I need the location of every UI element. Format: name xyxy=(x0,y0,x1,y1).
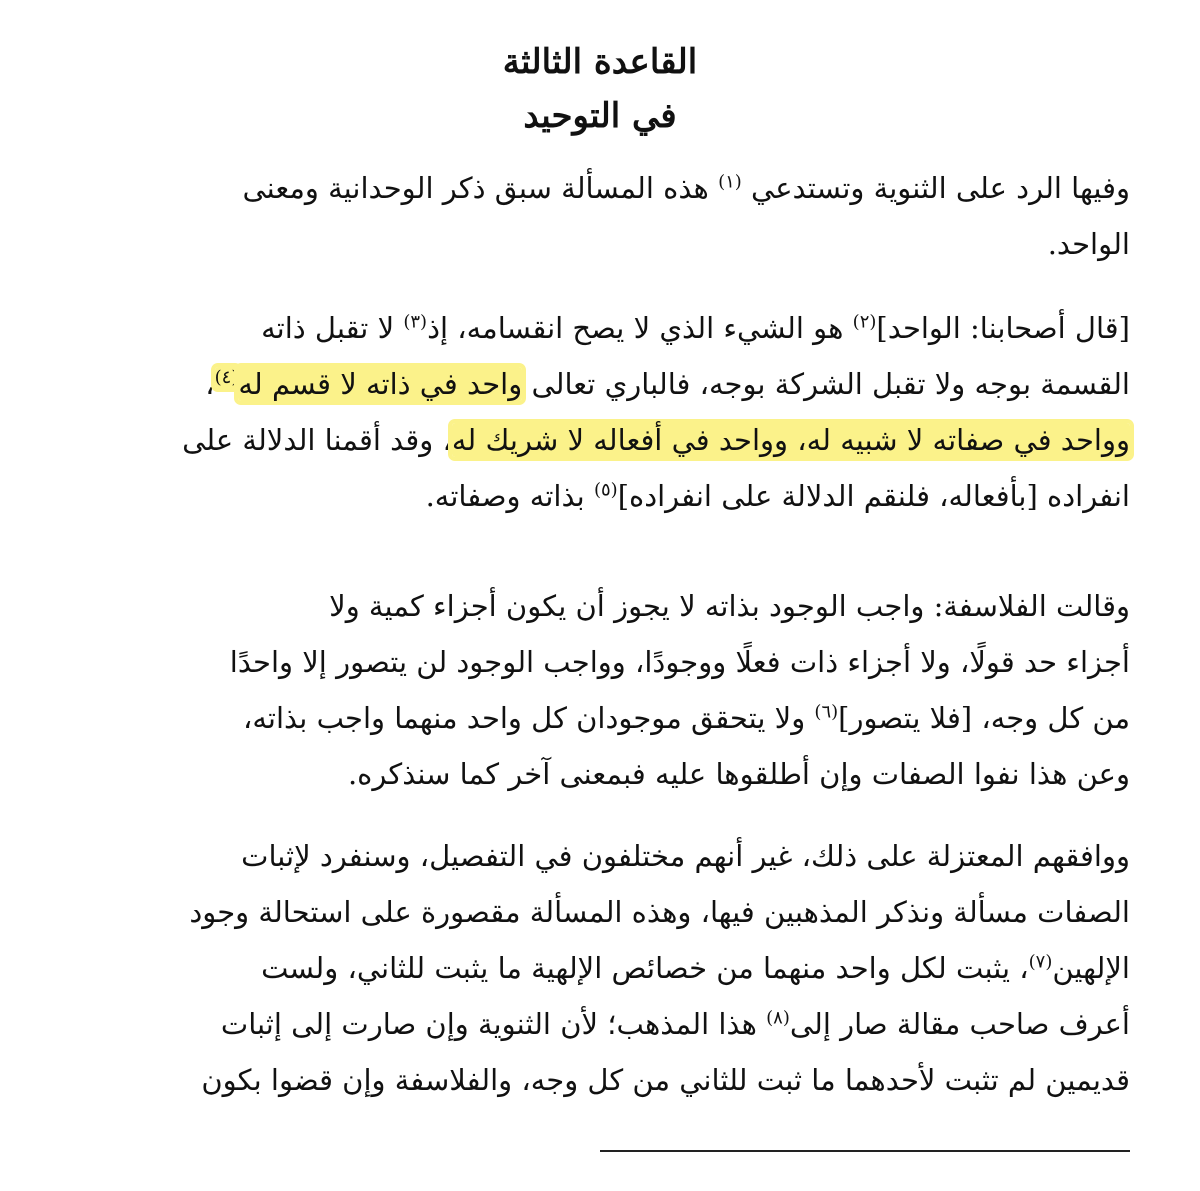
footnote-marker: (٨) xyxy=(766,1007,790,1029)
footnote-marker: (٥) xyxy=(593,479,618,501)
text-segment: الصفات مسألة ونذكر المذهبين فيها، وهذه المسألة مقصورة على استحالة وجود xyxy=(189,895,1130,929)
text-line xyxy=(58,1052,1130,1108)
text-segment: الإلهين xyxy=(1052,951,1130,985)
text-segment: وعن هذا نفوا الصفات وإن أطلقوها عليه فبمعنى آخر كما سنذكره. xyxy=(347,757,1130,791)
text-segment: أعرف صاحب مقالة صار إلى xyxy=(789,1007,1130,1041)
text-line xyxy=(58,884,1130,940)
text-line xyxy=(58,690,1130,746)
paragraph xyxy=(58,300,1130,524)
footnote-marker: (٢) xyxy=(852,311,877,333)
text-segment: وقالت الفلاسفة: واجب الوجود بذاته لا يجوز أن يكون أجزاء كمية ولا xyxy=(329,589,1130,623)
text-segment: الواحد. xyxy=(1047,227,1130,261)
chapter-subtitle: في التوحيد xyxy=(523,96,677,136)
text-line xyxy=(58,634,1130,690)
footnote-marker: (٦) xyxy=(814,701,839,723)
text-segment: هو الشيء الذي لا يصح انقسامه، إذ xyxy=(427,311,853,345)
text-line xyxy=(58,160,1130,216)
text-segment: ووافقهم المعتزلة على ذلك، غير أنهم مختلفون في التفصيل، وسنفرد لإثبات xyxy=(241,839,1130,873)
text-segment: ، وقد أقمنا الدلالة على xyxy=(182,423,452,457)
text-line xyxy=(58,578,1130,634)
text-line xyxy=(58,746,1130,802)
text-line xyxy=(58,300,1130,356)
text-line xyxy=(58,828,1130,884)
text-line xyxy=(58,468,1130,524)
text-segment: القسمة بوجه ولا تقبل الشركة بوجه، فالباري تعالى xyxy=(522,367,1130,401)
paragraph xyxy=(58,578,1130,802)
text-segment: [قال أصحابنا: الواحد] xyxy=(876,311,1130,345)
text-segment: ولا يتحقق موجودان كل واحد منهما واجب بذاته، xyxy=(243,701,815,735)
text-segment: قديمين لم تثبت لأحدهما ما ثبت للثاني من كل وجه، والفلاسفة وإن قضوا بكون xyxy=(201,1063,1130,1097)
footnote-marker: (٧) xyxy=(1028,951,1053,973)
paragraph xyxy=(58,160,1130,272)
text-line xyxy=(58,940,1130,996)
text-line xyxy=(58,356,1130,412)
chapter-title: القاعدة الثالثة xyxy=(502,42,698,82)
text-line xyxy=(58,996,1130,1052)
highlighted-text: وواحد في صفاته لا شبيه له، وواحد في أفعاله لا شريك له xyxy=(451,423,1130,457)
footnote-marker: (١) xyxy=(718,171,742,193)
text-segment: هذه المسألة سبق ذكر الوحدانية ومعنى xyxy=(242,171,719,205)
text-segment: بذاته وصفاته. xyxy=(425,479,594,513)
text-line xyxy=(58,412,1130,468)
text-line xyxy=(58,216,1130,272)
footnote-marker: (٤) xyxy=(214,367,239,389)
highlighted-text: واحد في ذاته لا قسم له xyxy=(238,367,523,401)
text-segment: انفراده [بأفعاله، فلنقم الدلالة على انفراده] xyxy=(617,479,1130,513)
text-segment: وفيها الرد على الثنوية وتستدعي xyxy=(741,171,1130,205)
text-segment: من كل وجه، [فلا يتصور] xyxy=(838,701,1130,735)
footnote-separator-rule xyxy=(600,1150,1130,1152)
text-segment: ، xyxy=(205,367,215,401)
text-segment: ، يثبت لكل واحد منهما من خصائص الإلهية ما يثبت للثاني، ولست xyxy=(261,951,1029,985)
footnote-marker: (٣) xyxy=(403,311,428,333)
text-segment: هذا المذهب؛ لأن الثنوية وإن صارت إلى إثبات xyxy=(220,1007,767,1041)
text-segment: أجزاء حد قولًا، ولا أجزاء ذات فعلًا ووجودًا، وواجب الوجود لن يتصور إلا واحدًا xyxy=(229,645,1130,679)
paragraph xyxy=(58,828,1130,1108)
text-segment: لا تقبل ذاته xyxy=(261,311,404,345)
